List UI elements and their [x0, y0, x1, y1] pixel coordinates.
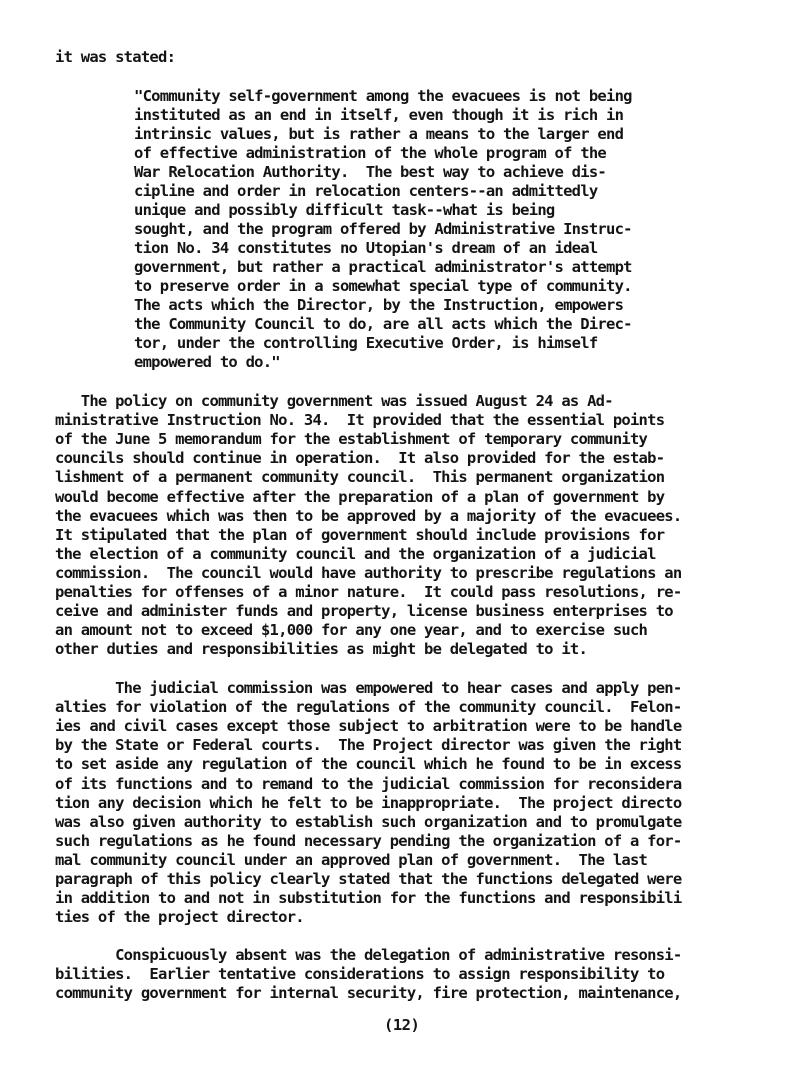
text-line: ies and civil cases except those subject to arbitration were to be handle [55, 717, 682, 736]
text-line: the evacuees which was then to be approved by a majority of the evacuees. [55, 506, 682, 525]
text-line: intrinsic values, but is rather a means to the larger end [134, 125, 624, 143]
text-line: the election of a community council and the organization of a judicial [55, 544, 656, 563]
page-number: (12) [384, 1016, 420, 1034]
text-line: to preserve order in a somewhat special type of community. [134, 277, 632, 295]
text-line: ceive and administer funds and property, license business enterprises to [55, 602, 673, 621]
text-line: tion any decision which he felt to be inappropriate. The project directo [55, 793, 682, 812]
text-line: the Community Council to do, are all acts which the Direc- [134, 315, 632, 333]
text-line: councils should continue in operation. It also provided for the estab- [55, 449, 665, 468]
text-line: sought, and the program offered by Administrative Instruc- [134, 220, 632, 238]
text-line: The judicial commission was empowered to hear cases and apply pen- [55, 679, 682, 697]
text-line: tor, under the controlling Executive Order, is himself [134, 334, 598, 352]
text-line: by the State or Federal courts. The Project director was given the right [55, 736, 682, 755]
text-line: cipline and order in relocation centers--an admittedly [134, 182, 598, 200]
text-line: The policy on community government was issued August 24 as Ad- [55, 392, 613, 410]
text-line: an amount not to exceed $1,000 for any one year, and to exercise such [55, 621, 648, 640]
text-line: ministrative Instruction No. 34. It provided that the essential points [55, 411, 665, 430]
text-line: It stipulated that the plan of government should include provisions for [55, 525, 665, 544]
text-line: Conspicuously absent was the delegation of administrative resonsi- [55, 946, 682, 964]
text-line: empowered to do." [134, 353, 280, 371]
text-line: ties of the project director. [55, 908, 304, 927]
text-line: commission. The council would have authority to prescribe regulations an [55, 563, 682, 582]
text-line: The acts which the Director, by the Instruction, empowers [134, 296, 624, 314]
intro-text: it was stated: [55, 48, 176, 66]
text-line: "Community self-government among the evacuees is not being [134, 87, 632, 105]
text-line: such regulations as he found necessary pending the organization of a for- [55, 831, 682, 850]
text-line: of its functions and to remand to the judicial commission for reconsidera [55, 774, 682, 793]
text-line: government, but rather a practical administrator's attempt [134, 258, 632, 276]
text-line: alties for violation of the regulations of the community council. Felon- [55, 698, 682, 717]
text-line: in addition to and not in substitution for the functions and responsibili [55, 889, 682, 908]
text-line: community government for internal security, fire protection, maintenance, [55, 984, 682, 1003]
text-line: penalties for offenses of a minor nature. It could pass resolutions, re- [55, 583, 682, 601]
text-line: paragraph of this policy clearly stated that the functions delegated were [55, 870, 682, 888]
text-line: would become effective after the preparation of a plan of government by [55, 487, 665, 506]
text-line: was also given authority to establish such organization and to promulgate [55, 812, 682, 831]
text-line: War Relocation Authority. The best way to achieve dis- [134, 163, 606, 181]
text-line: tion No. 34 constitutes no Utopian's dream of an ideal [134, 239, 598, 257]
text-line: of effective administration of the whole program of the [134, 144, 606, 162]
text-line: instituted as an end in itself, even though it is rich in [134, 106, 624, 124]
text-line: of the June 5 memorandum for the establishment of temporary community [55, 430, 648, 449]
text-line: other duties and responsibilities as might be delegated to it. [55, 640, 588, 659]
text-line: mal community council under an approved plan of government. The last [55, 850, 648, 869]
text-line: to set aside any regulation of the council which he found to be in excess [55, 755, 682, 774]
text-line: lishment of a permanent community council. This permanent organization [55, 468, 665, 487]
text-line: bilities. Earlier tentative considerations to assign responsibility to [55, 965, 665, 984]
text-line: unique and possibly difficult task--what is being [134, 201, 555, 219]
